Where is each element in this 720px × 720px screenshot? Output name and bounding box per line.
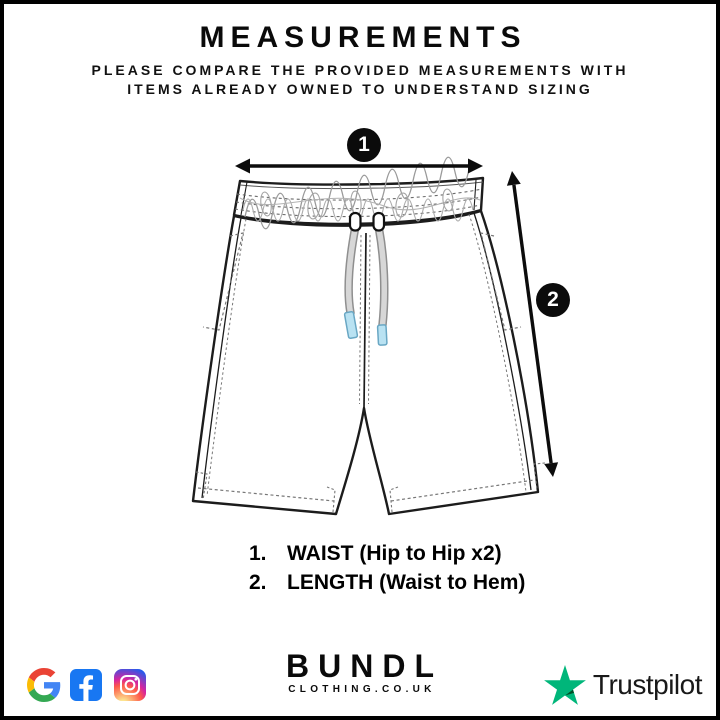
legend-number: 1. [249,542,267,565]
drawstring-tip-right [377,325,387,345]
legend [249,542,525,600]
legend-item-length [249,571,525,600]
brand-logo [277,648,443,695]
eyelet-right [374,213,385,231]
subtitle-line-1: PLEASE COMPARE THE PROVIDED MEASUREMENTS WITH [91,62,629,78]
subtitle-line-2: ITEMS ALREADY OWNED TO UNDERSTAND SIZING [127,81,593,97]
facebook-icon [70,669,102,701]
legend-label: WAIST (Hip to Hip x2) [287,542,502,565]
page-title: MEASUREMENTS [199,21,527,54]
google-icon [27,668,61,702]
legend-item-waist [249,542,525,571]
legend-number: 2. [249,571,267,594]
trustpilot-star-icon [544,665,586,705]
trustpilot-logo [544,665,702,705]
brand-domain: CLOTHING.CO.UK [288,684,436,695]
eyelet-left [350,213,361,231]
marker-badge-length: 2 [536,283,570,317]
shorts-diagram [4,4,720,720]
marker-badge-waist: 1 [347,128,381,162]
legend-label: LENGTH (Waist to Hem) [287,571,526,594]
trustpilot-wordmark: Trustpilot [592,669,702,700]
instagram-icon [114,669,146,701]
brand-name: BUNDL [286,648,443,684]
